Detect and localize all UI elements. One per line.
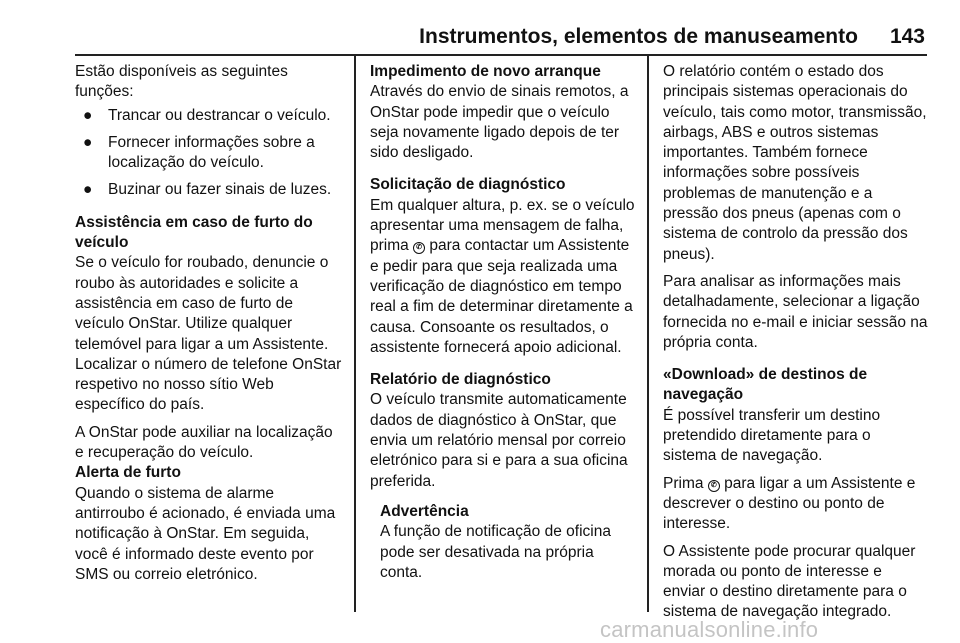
onstar-service-button-icon: ✆ bbox=[413, 242, 425, 254]
diagnostic-request-text-b: para contactar um Assistente e pedir para que seja realizada uma verificação de diagnóstico em tempo real a fim de determinar diretamente a causa. Consoante os resultados, o assistente fornecerá apoio adicional. bbox=[370, 237, 633, 356]
functions-list bbox=[75, 106, 343, 201]
column-3 bbox=[663, 62, 928, 630]
list-item bbox=[75, 133, 343, 174]
column-1 bbox=[75, 62, 343, 592]
navigation-call-text bbox=[663, 474, 928, 535]
warning-title: Advertência bbox=[380, 502, 469, 520]
theft-assistance-heading: Assistência em caso de furto do veículo bbox=[75, 213, 313, 252]
list-item bbox=[75, 106, 343, 126]
navigation-download-heading: «Download» de destinos de navegação bbox=[663, 366, 868, 404]
page-header bbox=[0, 25, 925, 49]
watermark: carmanualsonline.info bbox=[600, 617, 819, 642]
column-divider bbox=[647, 56, 649, 612]
report-details-text: Para analisar as informações mais detalhadamente, selecionar a ligação fornecida no e-mail e iniciar sessão na própria conta. bbox=[663, 272, 928, 351]
diagnostic-request-text-a: Em qualquer altura, p. ex. se o veículo apresentar uma mensagem de falha, prima bbox=[370, 196, 635, 255]
navigation-call-text-a: Prima bbox=[663, 474, 704, 492]
header-title: Instrumentos, elementos de manuseamento bbox=[419, 25, 858, 48]
bullet-icon: ● bbox=[83, 181, 93, 199]
bullet-icon: ● bbox=[83, 133, 93, 151]
onstar-service-button-icon: ✆ bbox=[708, 480, 720, 492]
bullet-icon: ● bbox=[83, 106, 93, 124]
list-item-text: Trancar ou destrancar o veículo. bbox=[108, 106, 331, 124]
diagnostic-request-heading: Solicitação de diagnóstico bbox=[370, 176, 566, 194]
theft-recovery-text: A OnStar pode auxiliar na localização e recuperação do veículo. bbox=[75, 423, 333, 462]
page-number: 143 bbox=[889, 25, 925, 48]
warning-text: A função de notificação de oficina pode ser desativada na própria conta. bbox=[380, 523, 611, 581]
diagnostic-request-text bbox=[370, 196, 636, 358]
list-item-text: Buzinar ou fazer sinais de luzes. bbox=[108, 181, 332, 199]
diagnostic-report-text: O veículo transmite automaticamente dados de diagnóstico à OnStar, que envia um relatório mensal por correio eletrónico para si e para a sua oficina preferida. bbox=[370, 391, 628, 490]
column-2 bbox=[370, 62, 636, 583]
navigation-assistant-text: O Assistente pode procurar qualquer morada ou ponto de interesse e enviar o destino diretamente para o sistema de navegação integrado. bbox=[663, 542, 916, 621]
theft-alert-heading: Alerta de furto bbox=[75, 464, 181, 482]
theft-alert-text: Quando o sistema de alarme antirroubo é acionado, é enviada uma notificação à OnStar. Em seguida, você é informado deste evento por SMS ou correio eletrónico. bbox=[75, 484, 336, 583]
header-rule bbox=[75, 54, 927, 56]
theft-assistance-text: Se o veículo for roubado, denuncie o roubo às autoridades e solicite a assistência em caso de furto de veículo OnStar. Utilize qualquer telemóvel para ligar a um Assistente. Localizar o número de telefone OnStar respetivo no nosso sítio Web específico do país. bbox=[75, 254, 342, 414]
restart-prevention-heading: Impedimento de novo arranque bbox=[370, 63, 601, 80]
restart-prevention-text: Através do envio de sinais remotos, a OnStar pode impedir que o veículo seja novamente ligado depois de ter sido desligado. bbox=[370, 83, 629, 162]
warning-note bbox=[370, 502, 636, 583]
navigation-call-text-b: para ligar a um Assistente e descrever o destino ou ponto de interesse. bbox=[663, 474, 916, 533]
report-contents-text: O relatório contém o estado dos principais sistemas operacionais do veículo, tais como motor, transmissão, airbags, ABS e outros sistemas importantes. Também fornece informações sobre possíveis problemas de manutenção e a pressão dos pneus (apenas com o sistema de controlo da pressão dos pneus). bbox=[663, 63, 927, 263]
list-item bbox=[75, 180, 343, 200]
functions-intro: Estão disponíveis as seguintes funções: bbox=[75, 63, 288, 101]
column-divider bbox=[354, 56, 356, 612]
list-item-text: Fornecer informações sobre a localização do veículo. bbox=[108, 133, 315, 172]
diagnostic-report-heading: Relatório de diagnóstico bbox=[370, 371, 551, 389]
navigation-download-text: É possível transferir um destino pretendido diretamente para o sistema de navegação. bbox=[663, 406, 881, 465]
